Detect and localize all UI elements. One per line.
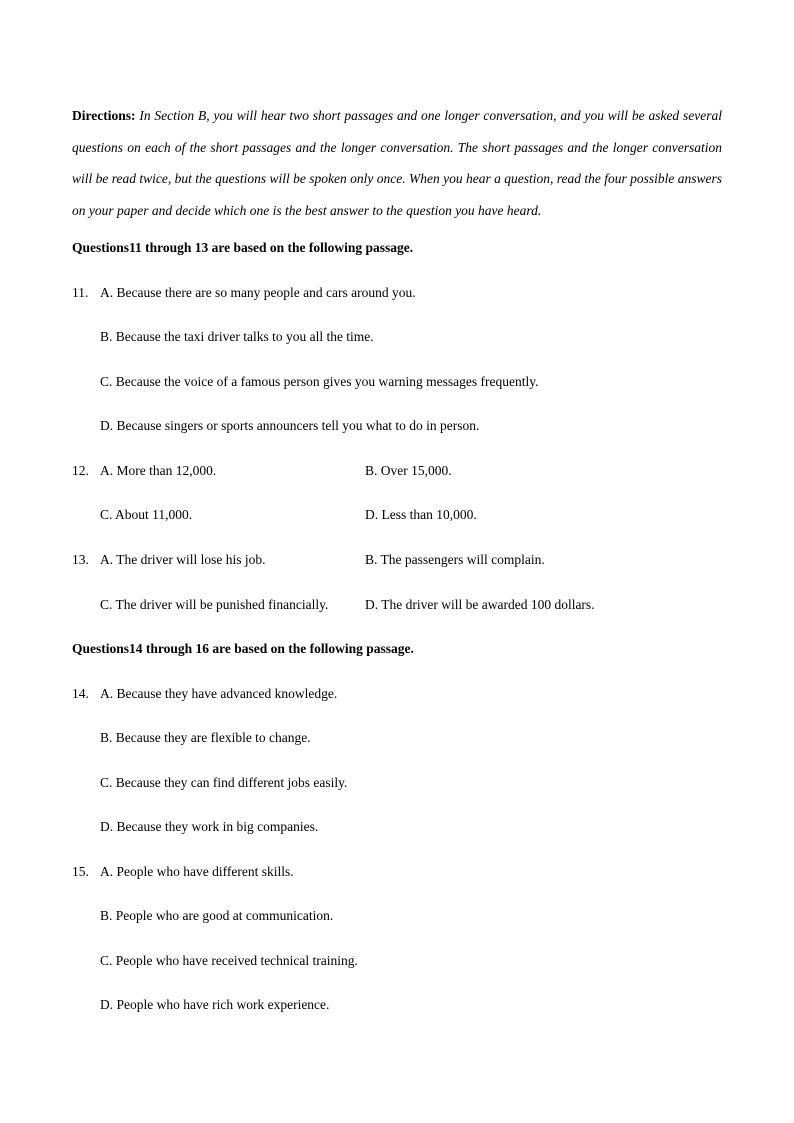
option-a: A. People who have different skills. bbox=[100, 864, 294, 879]
directions-text: In Section B, you will hear two short passages and one longer conversation, and you will be asked several questions on each of the short passages and the longer conversation. The short passages and the longer conversation will be read twice, but the questions will be spoken only once. When you hear a question, read the four possible answers on your paper and decide which one is the best answer to the question you have heard. bbox=[72, 108, 722, 218]
option-b: B. Because they are flexible to change. bbox=[100, 730, 311, 745]
option-d: D. Because they work in big companies. bbox=[100, 819, 319, 834]
option-a: A. The driver will lose his job. bbox=[100, 552, 266, 567]
question-number: 13. bbox=[72, 552, 89, 567]
option-c: C. Because they can find different jobs easily. bbox=[100, 775, 348, 790]
option-c: C. Because the voice of a famous person gives you warning messages frequently. bbox=[100, 374, 539, 389]
option-b: B. The passengers will complain. bbox=[365, 552, 545, 567]
option-d: D. Because singers or sports announcers tell you what to do in person. bbox=[100, 418, 480, 433]
option-d: D. People who have rich work experience. bbox=[100, 997, 330, 1012]
question-number: 14. bbox=[72, 686, 89, 701]
question-number: 11. bbox=[72, 285, 89, 300]
question-number: 12. bbox=[72, 463, 89, 478]
option-a: A. Because there are so many people and cars around you. bbox=[100, 285, 416, 300]
option-d: D. Less than 10,000. bbox=[365, 507, 477, 522]
directions-paragraph bbox=[72, 100, 722, 226]
directions-label: Directions: bbox=[72, 108, 136, 123]
option-d: D. The driver will be awarded 100 dollars. bbox=[365, 597, 595, 612]
option-a: A. Because they have advanced knowledge. bbox=[100, 686, 338, 701]
option-b: B. Over 15,000. bbox=[365, 463, 452, 478]
option-c: C. The driver will be punished financially. bbox=[100, 597, 329, 612]
option-b: B. Because the taxi driver talks to you all the time. bbox=[100, 329, 374, 344]
option-b: B. People who are good at communication. bbox=[100, 908, 334, 923]
option-a: A. More than 12,000. bbox=[100, 463, 217, 478]
question-number: 15. bbox=[72, 864, 89, 879]
option-c: C. About 11,000. bbox=[100, 507, 193, 522]
section-heading-11-13: Questions11 through 13 are based on the following passage. bbox=[72, 240, 414, 255]
section-heading-14-16: Questions14 through 16 are based on the following passage. bbox=[72, 641, 414, 656]
option-c: C. People who have received technical training. bbox=[100, 953, 358, 968]
